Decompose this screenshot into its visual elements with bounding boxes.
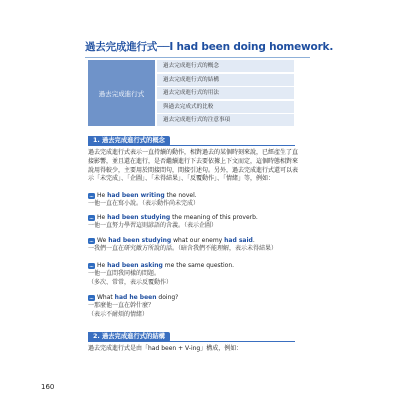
page-number: 160 [41, 383, 55, 391]
outline-item: 過去完成進行式的概念 [157, 60, 294, 72]
example-4: … He had been asking me the same question. 一他一直問我同樣的問題。 （多次、常常，表示反覆動作） [88, 262, 302, 287]
outline-item: 過去完成進行式的用法 [157, 87, 294, 99]
section-2-rule [160, 341, 295, 342]
section-2-heading: 2. 過去完成進行式的結構 [88, 332, 170, 342]
speech-bubble-icon: … [89, 237, 94, 243]
outline-item: 與過去完成式的比較 [157, 101, 294, 113]
outline-side-label: 過去完成進行式 [88, 60, 155, 126]
speech-bubble-icon: … [89, 192, 94, 198]
speech-bubble-icon: … [89, 214, 94, 220]
example-translation: 一那麼他一直在幹什麼？ [88, 302, 155, 310]
section-1-heading: 1. 過去完成進行式的概念 [88, 136, 170, 146]
page-title: 過去完成進行式──I had been doing homework. [85, 41, 334, 53]
example-translation: 一我們一直在研究敵方所說的話。（暗含我們不能理解，表示未得結果） [88, 245, 278, 253]
example-translation: 一他一直問我同樣的問題。 [88, 270, 161, 278]
example-translation-note: （表示不耐煩的情緒） [88, 310, 149, 318]
title-underline [85, 57, 310, 58]
example-1: … He had been writing the novel. 一他一直在寫小說。（表示動作尚未完成） [88, 192, 302, 209]
example-translation-note: （多次、常常，表示反覆動作） [88, 278, 173, 286]
section-2-paragraph: 過去完成進行式是由「had been + V-ing」構成，例如： [88, 345, 243, 352]
section-1-paragraph: 過去完成進行式表示一直持續的動作，相對過去的某個時刻來說，已經產生了直接影響，並且還在進行，是否繼續進行下去要依據上下文而定，這個時態相對來說用得較少，主要用於間接問句，間接引述句。另外，過去完成進行式還可以表示「未完成」、「企圖」、「未得結果」、「反覆動作」、「情緒」等，例如： [88, 149, 299, 183]
speech-bubble-icon: … [89, 262, 94, 268]
outline-item: 過去完成進行式的注意事項 [157, 114, 294, 126]
example-translation: 一他一直在寫小說。（表示動作尚未完成） [88, 200, 200, 208]
example-3: … We had been studying what our enemy had said. 一我們一直在研究敵方所說的話。（暗含我們不能理解，表示未得結果） [88, 237, 302, 254]
outline-item: 過去完成進行式的結構 [157, 74, 294, 86]
section-1-rule [160, 145, 295, 146]
example-translation: 一他一直努力學習這則諺語的含義。（表示企圖） [88, 222, 218, 230]
topic-outline-box [88, 60, 294, 126]
example-5: … What had he been doing? 一那麼他一直在幹什麼？ （表示不耐煩的情緒） [88, 294, 302, 319]
example-2: … He had been studying the meaning of this proverb. 一他一直努力學習這則諺語的含義。（表示企圖） [88, 214, 302, 231]
outline-list [157, 60, 294, 128]
speech-bubble-icon: … [89, 294, 94, 300]
